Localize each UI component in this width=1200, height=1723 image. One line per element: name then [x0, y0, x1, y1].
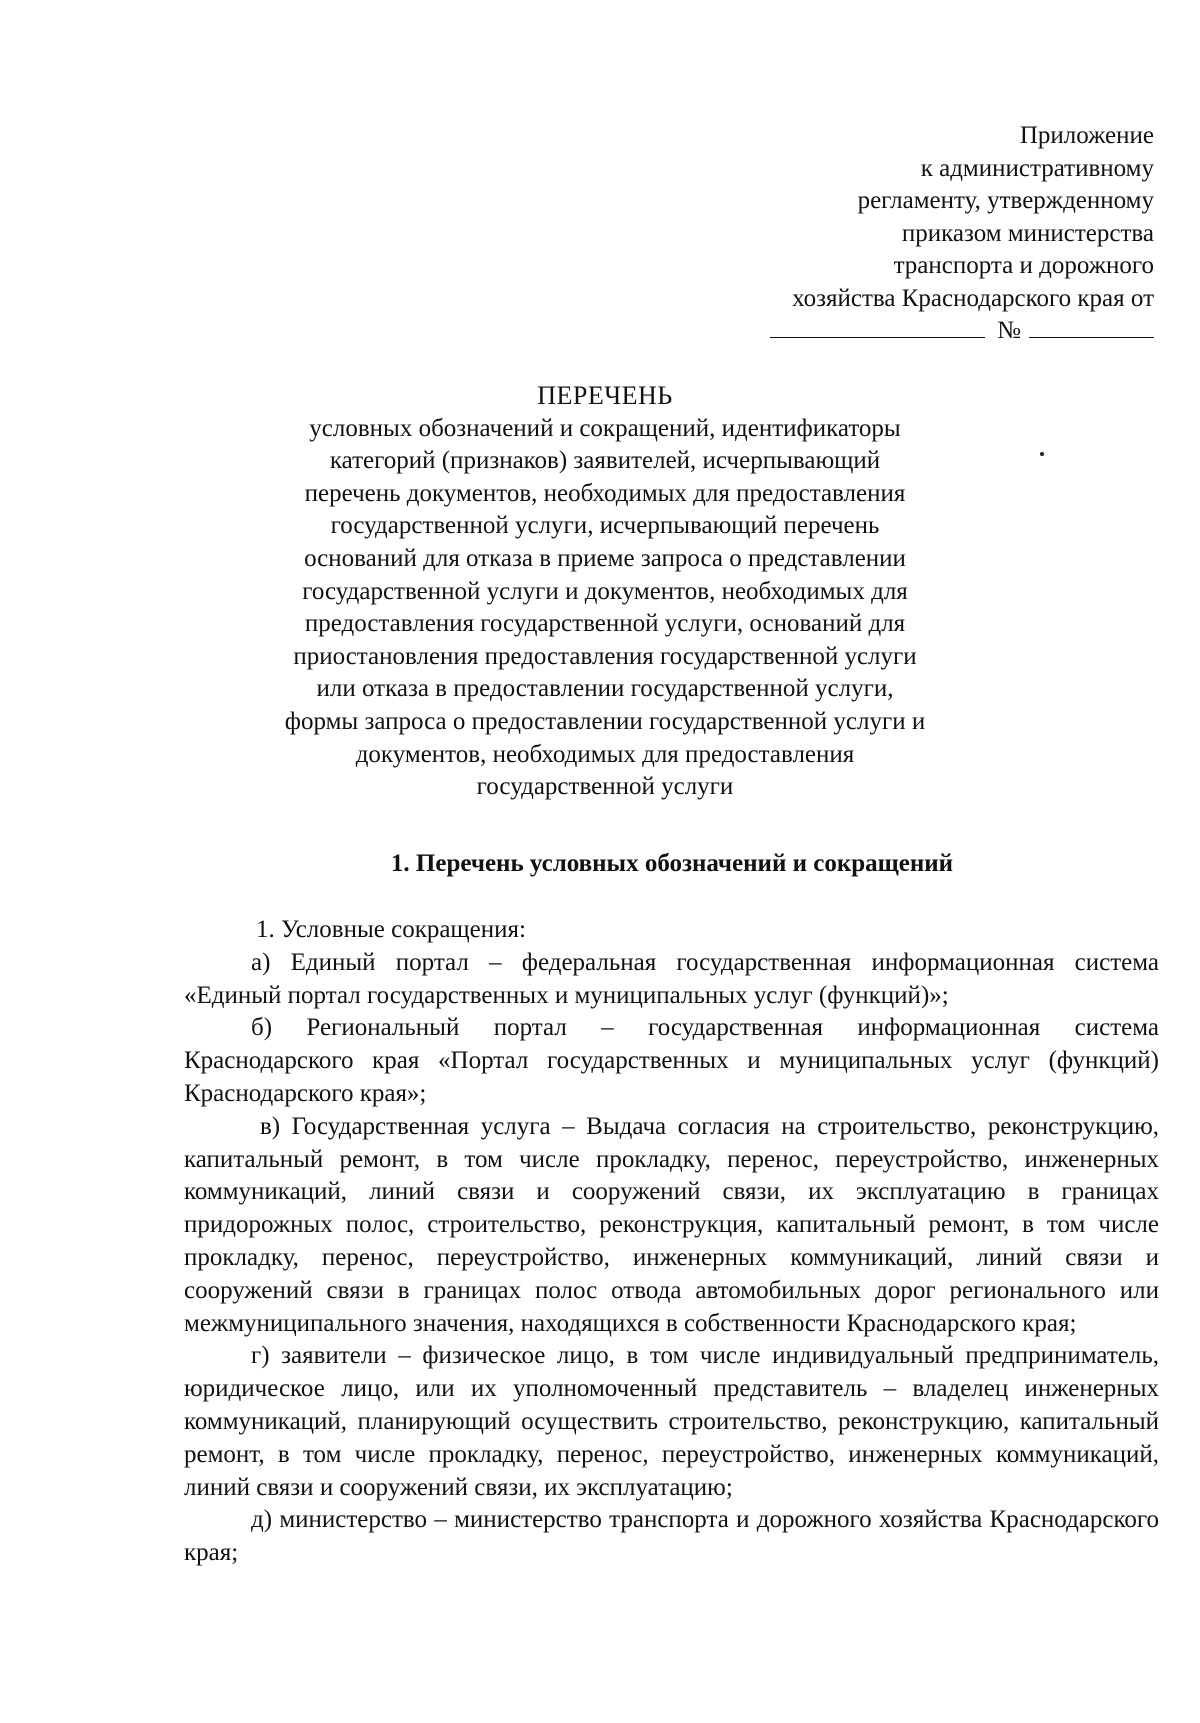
subtitle-line: предоставления государственной услуги, оснований для	[304, 610, 906, 638]
appendix-approval-block	[634, 120, 1154, 348]
subtitle-line: или отказа в предоставлении государственной услуги,	[316, 675, 894, 703]
subtitle-line: документов, необходимых для предоставления	[355, 740, 855, 768]
subtitle-line: категорий (признаков) заявителей, исчерпывающий	[329, 447, 881, 475]
subtitle-line: формы запроса о предоставлении государственной услуги и	[284, 707, 926, 735]
subtitle-line: условных обозначений и сокращений, идентификаторы	[309, 414, 901, 442]
paragraph-item-b: б) Региональный портал – государственная информационная система Краснодарского края «Портал государственных и муниципальных услуг (функций) Краснодарского края»;	[184, 1014, 1159, 1107]
paragraph-item-g: г) заявители – физическое лицо, в том числе индивидуальный предприниматель, юридическое лицо, или их уполномоченный представитель – владелец инженерных коммуникаций, планирующий осуществить строительство, реконструкцию, капитальный ремонт, в том числе прокладку, перенос, переустройство, инженерных коммуникаций, линий связи и сооружений связи, их эксплуатацию;	[184, 1342, 1159, 1501]
date-blank	[770, 315, 985, 338]
scan-dot	[1040, 452, 1044, 456]
paragraph-item-v: в) Государственная услуга – Выдача согласия на строительство, реконструкцию, капитальный ремонт, в том числе прокладку, перенос, переустройство, инженерных коммуникаций, линий связи и сооружений связи, их эксплуатацию в границах придорожных полос, строительство, реконструкция, капитальный ремонт, в том числе прокладку, перенос, переустройство, инженерных коммуникаций, линий связи и сооружений связи в границах полос отвода автомобильных дорог регионального или межмуниципального значения, находящихся в собственности Краснодарского края;	[184, 1112, 1159, 1337]
appendix-line: регламенту, утвержденному	[857, 187, 1154, 214]
subtitle-line: перечень документов, необходимых для предоставления	[304, 479, 906, 507]
appendix-line: к административному	[920, 154, 1154, 182]
appendix-line: Приложение	[1019, 122, 1154, 149]
section-heading: 1. Перечень условных обозначений и сокращений	[390, 850, 954, 877]
document-title-block	[260, 380, 950, 804]
paragraph-conventions-intro: 1. Условные сокращения:	[256, 916, 526, 943]
appendix-line: приказом министерства	[901, 219, 1154, 247]
date-number-line	[634, 315, 1154, 348]
paragraph-item-d: д) министерство – министерство транспорта и дорожного хозяйства Краснодарского края;	[184, 1506, 1159, 1567]
section-body	[184, 914, 1159, 1570]
subtitle-line: государственной услуги и документов, необходимых для	[302, 577, 908, 605]
subtitle-line: государственной услуги, исчерпывающий перечень	[330, 512, 880, 540]
subtitle-line: оснований для отказа в приеме запроса о представлении	[304, 544, 906, 572]
appendix-line: транспорта и дорожного	[893, 252, 1154, 279]
paragraph-item-a: а) Единый портал – федеральная государственная информационная система «Единый портал государственных и муниципальных услуг (функций)»;	[184, 948, 1159, 1009]
number-blank	[1029, 315, 1154, 338]
subtitle-line: государственной услуги	[476, 773, 734, 801]
number-sign: №	[997, 317, 1021, 344]
appendix-line: хозяйства Краснодарского края от	[792, 284, 1154, 312]
document-title: ПЕРЕЧЕНЬ	[537, 381, 673, 410]
subtitle-line: приостановления предоставления государственной услуги	[293, 642, 917, 670]
